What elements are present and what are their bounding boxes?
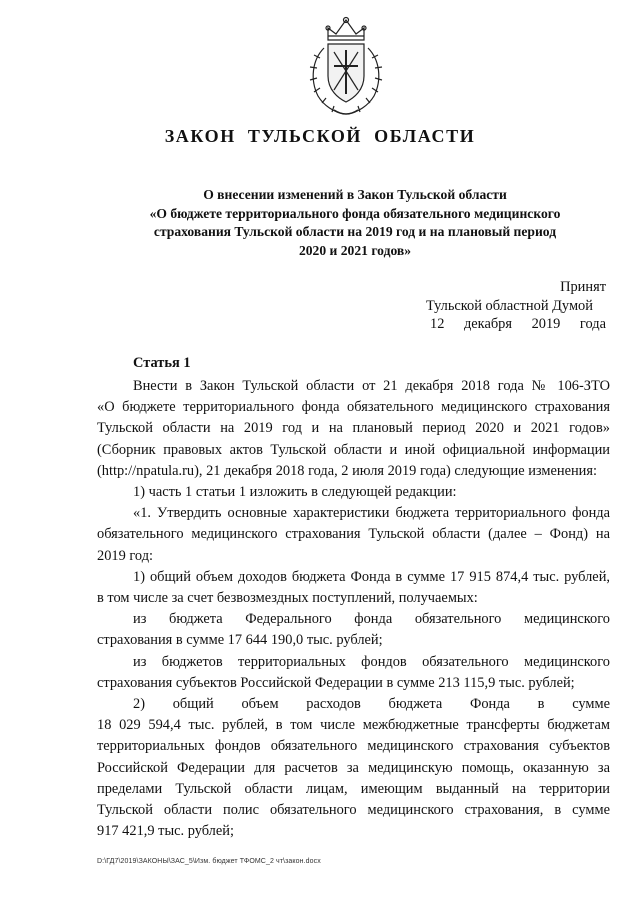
body-line: 1) общий объем доходов бюджета Фонда в сумме 17 915 874,4 тыс. рублей, <box>133 568 610 585</box>
body-line: 18 029 594,4 тыс. рублей, в том числе межбюджетные трансферты бюджетам <box>97 717 610 734</box>
body-line: территориальных фондов обязательного медицинского страхования субъектов <box>97 738 610 755</box>
adoption-block <box>426 278 606 334</box>
body-line: 917 421,9 тыс. рублей; <box>97 823 234 840</box>
body-line: «1. Утвердить основные характеристики бюджета территориального фонда <box>133 505 610 522</box>
body-line: обязательного медицинского страхования Тульской области (далее – Фонд) на <box>97 526 610 543</box>
law-title: ЗАКОН ТУЛЬСКОЙ ОБЛАСТИ <box>164 126 476 146</box>
body-line: (Сборник правовых актов Тульской области и иной официальной информации <box>97 441 610 458</box>
adoption-date <box>426 315 606 334</box>
adoption-status: Принят <box>560 279 606 295</box>
subtitle-line: «О бюджете территориального фонда обязательного медицинского <box>149 205 561 221</box>
body-line: страхования в сумме 17 644 190,0 тыс. рублей; <box>97 632 383 649</box>
body-line: Тульской области на 2019 год и на плановый период 2020 и 2021 годов» <box>97 420 610 437</box>
article-body <box>97 376 610 842</box>
adoption-body: Тульской областной Думой <box>426 297 593 314</box>
adoption-year-word: года <box>579 316 606 332</box>
body-line: Российской Федерации для расчетов за медицинскую помощь, оказанную за <box>97 759 610 776</box>
law-subtitle <box>120 186 590 260</box>
adoption-month: декабря <box>463 316 512 332</box>
body-line: «О бюджете территориального фонда обязательного медицинского страхования <box>97 399 610 416</box>
body-line: (http://npatula.ru), 21 декабря 2018 года, 2 июля 2019 года) следующие изменения: <box>97 462 597 479</box>
file-path-footer: D:\ГД7\2019\ЗАКОНЫ\ЗАС_5\Изм. бюджет ТФОМС_2 чт\закон.docx <box>97 858 321 865</box>
body-line: 2) общий объем расходов бюджета Фонда в сумме <box>133 696 610 713</box>
body-line: пределами Тульской области лицам, имеющим выданный на территории <box>97 780 610 797</box>
adoption-year: 2019 <box>531 316 561 332</box>
body-line: 2019 год: <box>97 547 154 564</box>
body-line: из бюджета Федерального фонда обязательного медицинского <box>133 611 610 628</box>
subtitle-line: страхования Тульской области на 2019 год и на плановый период <box>153 224 557 239</box>
body-line: страхования субъектов Российской Федерации в сумме 213 115,9 тыс. рублей; <box>97 674 575 691</box>
adoption-day: 12 <box>430 316 445 332</box>
subtitle-line: 2020 и 2021 годов» <box>298 242 412 258</box>
body-line: Тульской области полис обязательного медицинского страхования, в сумме <box>97 802 610 819</box>
body-line: в том числе за счет безвозмездных поступлений, получаемых: <box>97 590 478 607</box>
article-heading: Статья 1 <box>133 355 191 371</box>
body-line: Внести в Закон Тульской области от 21 декабря 2018 года № 106-ЗТО <box>133 378 610 394</box>
body-line: 1) часть 1 статьи 1 изложить в следующей редакции: <box>133 484 457 501</box>
body-line: из бюджетов территориальных фондов обязательного медицинского <box>133 653 610 670</box>
subtitle-line: О внесении изменений в Закон Тульской области <box>203 187 507 202</box>
coat-of-arms-icon <box>304 14 388 120</box>
